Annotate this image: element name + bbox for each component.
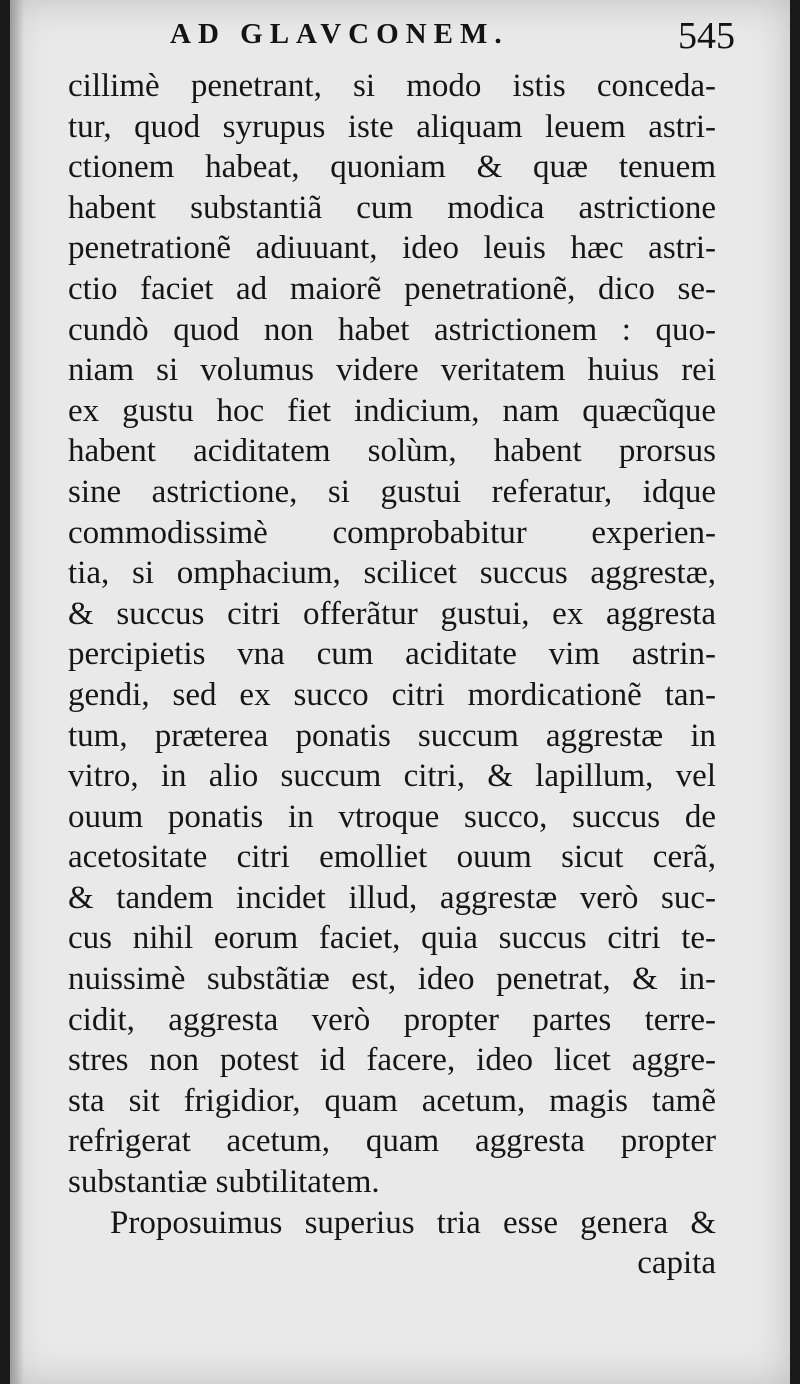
text-line: niam si volumus videre veritatem huius rei <box>68 352 716 389</box>
text-line: cillimè penetrant, si modo istis conceda- <box>68 68 716 104</box>
text-line: habent aciditatem solùm, habent prorsus <box>68 433 716 470</box>
text-line: & succus citri offerãtur gustui, ex aggresta <box>68 595 716 632</box>
text-line: commodissimè comprobabitur experien- <box>68 514 716 551</box>
text-line: ouum ponatis in vtroque succo, succus de <box>68 798 716 835</box>
text-line: acetositate citri emolliet ouum sicut cerã, <box>68 839 716 876</box>
text-line: vitro, in alio succum citri, & lapillum, vel <box>68 758 716 795</box>
paragraph-1 <box>68 66 716 1203</box>
text-line: cundò quod non habet astrictionem : quo- <box>68 311 716 348</box>
text-line: tur, quod syrupus iste aliquam leuem astri- <box>68 108 716 145</box>
text-line: Proposuimus superius tria esse genera & <box>110 1204 716 1241</box>
text-line: refrigerat acetum, quam aggresta propter <box>68 1123 716 1160</box>
paragraph-2 <box>68 1203 716 1244</box>
text-line: percipietis vna cum aciditate vim astrin- <box>68 636 716 673</box>
book-page <box>10 0 790 1384</box>
text-line: habent substantiã cum modica astrictione <box>68 189 716 226</box>
text-line: stres non potest id facere, ideo licet aggre- <box>68 1042 716 1079</box>
text-line: tia, si omphacium, scilicet succus aggrestæ, <box>68 555 716 592</box>
text-line: tum, præterea ponatis succum aggrestæ in <box>68 717 716 754</box>
text-line: & tandem incidet illud, aggrestæ verò suc- <box>68 879 716 916</box>
body-text <box>68 66 716 1284</box>
text-line: nuissimè substãtiæ est, ideo penetrat, & in- <box>68 961 716 998</box>
text-line: sine astrictione, si gustui referatur, idque <box>68 473 716 510</box>
running-head-title: AD GLAVCONEM. <box>170 18 509 50</box>
text-line: cidit, aggresta verò propter partes terre- <box>68 1001 716 1038</box>
page-number: 545 <box>678 15 735 57</box>
text-line: ex gustu hoc fiet indicium, nam quæcũque <box>68 392 716 429</box>
text-line: gendi, sed ex succo citri mordicationẽ tan- <box>68 676 716 713</box>
text-line: substantiæ subtilitatem. <box>68 1164 380 1201</box>
text-line: ctio faciet ad maiorẽ penetrationẽ, dico se- <box>68 270 716 307</box>
catchword: capita <box>637 1245 716 1282</box>
text-line: cus nihil eorum faciet, quia succus citri te- <box>68 920 716 957</box>
running-head <box>10 14 790 62</box>
text-line: penetrationẽ adiuuant, ideo leuis hæc astri- <box>68 230 716 267</box>
text-line: ctionem habeat, quoniam & quæ tenuem <box>68 149 716 186</box>
text-line: sta sit frigidior, quam acetum, magis tamẽ <box>68 1082 716 1119</box>
